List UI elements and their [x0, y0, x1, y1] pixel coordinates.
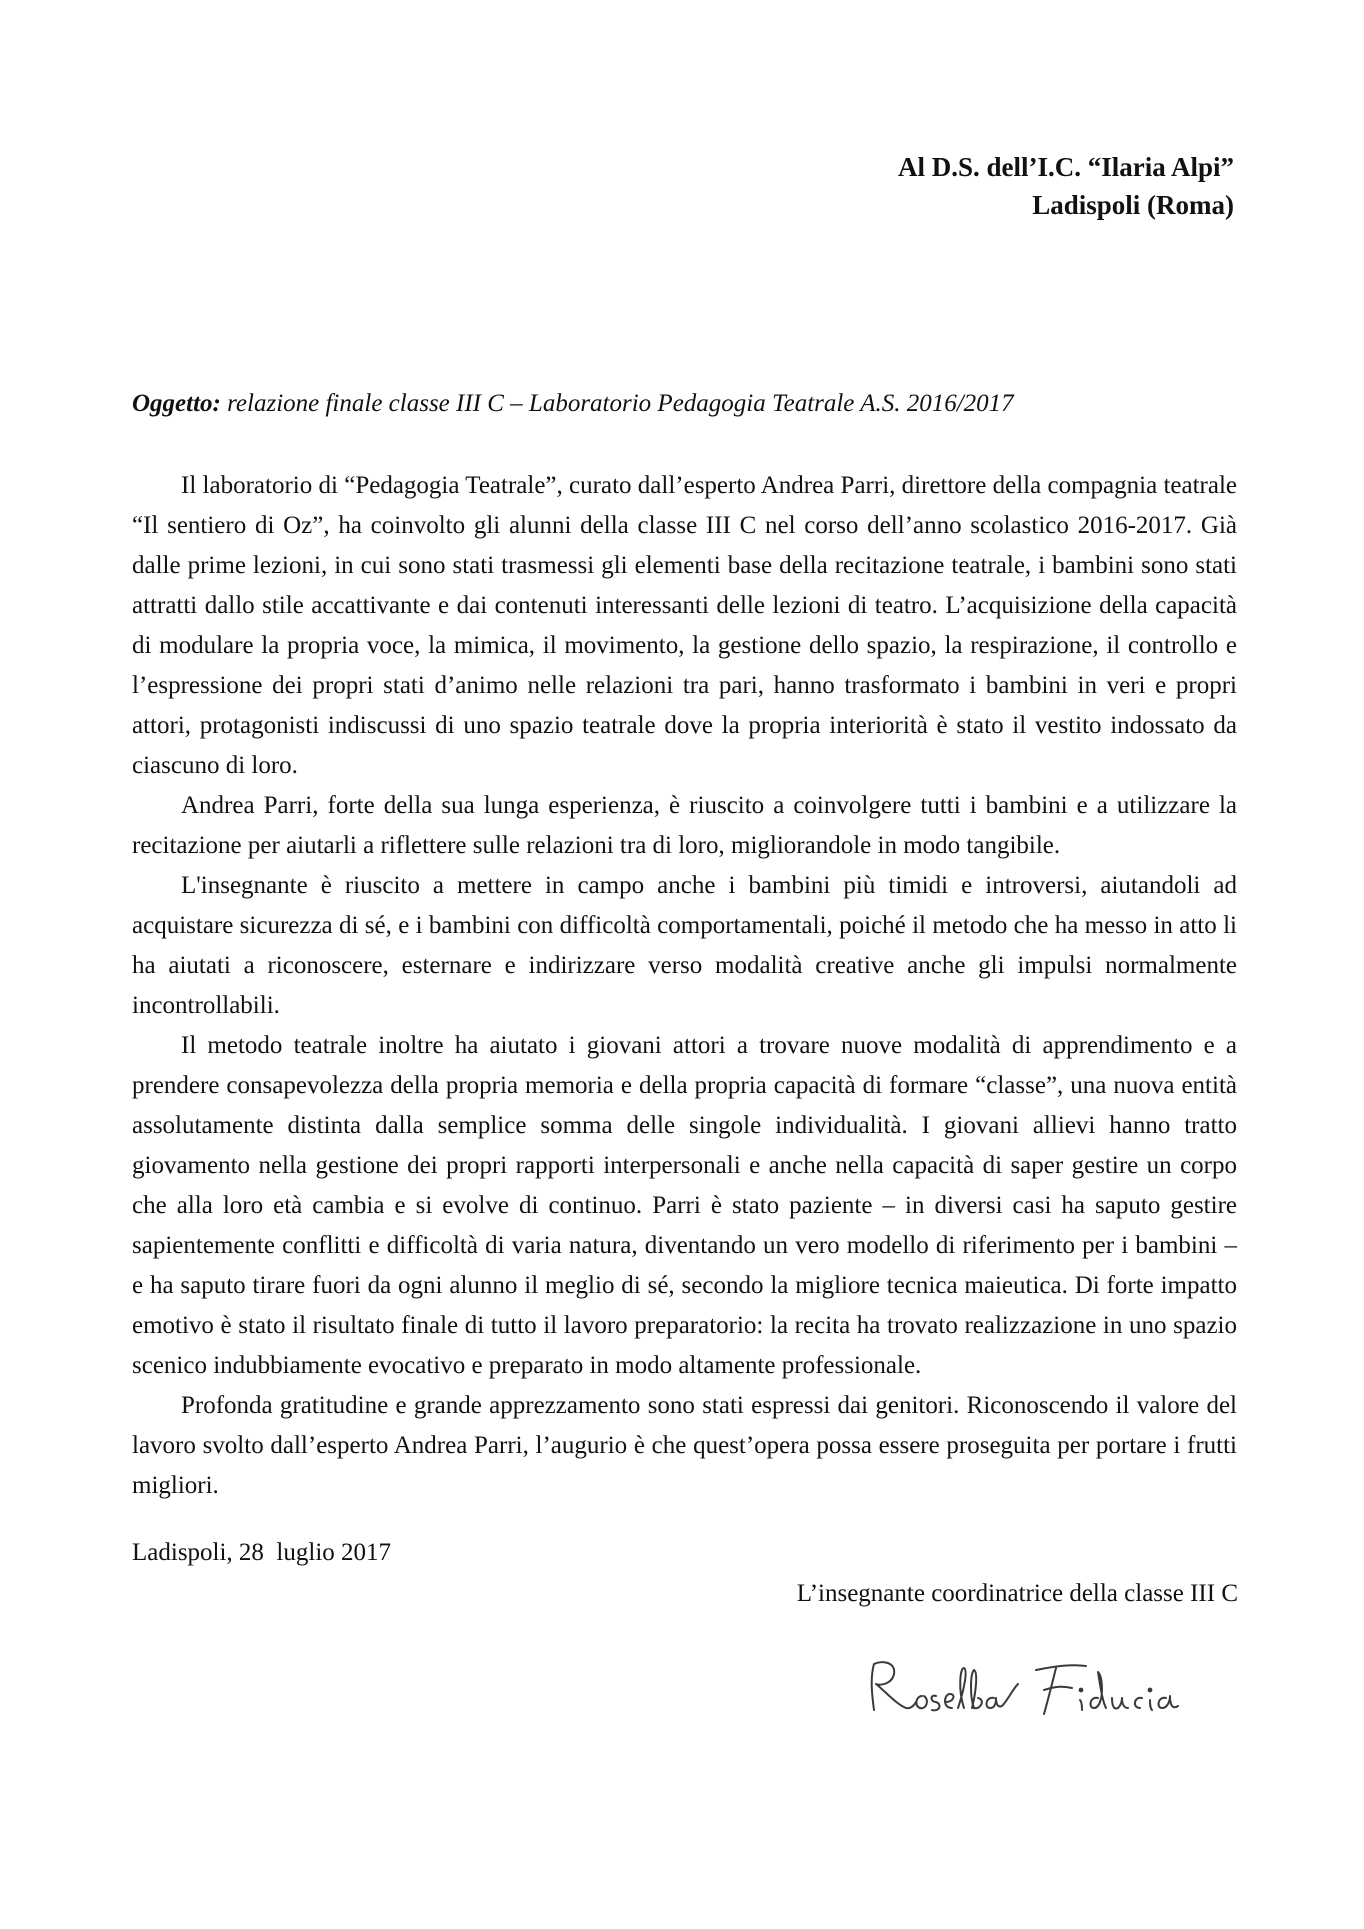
place-date: Ladispoli, 28 luglio 2017	[132, 1539, 392, 1566]
recipient-line-1: Al D.S. dell’I.C. “Ilaria Alpi”	[897, 152, 1234, 182]
body-paragraph-3: L'insegnante è riuscito a mettere in campo anche i bambini più timidi e introversi, aiutandoli ad acquistare sicurezza di sé, e i bambini con difficoltà comportamentali, poiché il metodo che ha messo in atto li ha aiutati a riconoscere, esternare e indirizzare verso modalità creative anche gli impulsi normalmente incontrollabili.	[132, 872, 1237, 1019]
subject-text: relazione finale classe III C – Laboratorio Pedagogia Teatrale A.S. 2016/2017	[220, 390, 1014, 417]
subject-label: Oggetto:	[132, 390, 221, 417]
body-paragraph-4: Il metodo teatrale inoltre ha aiutato i giovani attori a trovare nuove modalità di apprendimento e a prendere consapevolezza della propria memoria e della propria capacità di formare “classe”, una nuova entità assolutamente distinta dalla semplice somma delle singole individualità. I giovani allievi hanno tratto giovamento nella gestione dei propri rapporti interpersonali e anche nella capacità di saper gestire un corpo che alla loro età cambia e si evolve di continuo. Parri è stato paziente – in diversi casi ha saputo gestire sapientemente conflitti e difficoltà di varia natura, diventando un vero modello di riferimento per i bambini – e ha saputo tirare fuori da ogni alunno il meglio di sé, secondo la migliore tecnica maieutica. Di forte impatto emotivo è stato il risultato finale di tutto il lavoro preparatorio: la recita ha trovato realizzazione in uno spazio scenico indubbiamente evocativo e preparato in modo altamente professionale.	[132, 1032, 1237, 1379]
letter-body	[132, 466, 1237, 1506]
handwritten-signature	[860, 1640, 1190, 1730]
subject-line	[132, 386, 1242, 422]
body-paragraph-1: Il laboratorio di “Pedagogia Teatrale”, curato dall’esperto Andrea Parri, direttore della compagnia teatrale “Il sentiero di Oz”, ha coinvolto gli alunni della classe III C nel corso dell’anno scolastico 2016-2017. Già dalle prime lezioni, in cui sono stati trasmessi gli elementi base della recitazione teatrale, i bambini sono stati attratti dallo stile accattivante e dai contenuti interessanti delle lezioni di teatro. L’acquisizione della capacità di modulare la propria voce, la mimica, il movimento, la gestione dello spazio, la respirazione, il controllo e l’espressione dei propri stati d’animo nelle relazioni tra pari, hanno trasformato i bambini in veri e propri attori, protagonisti indiscussi di uno spazio teatrale dove la propria interiorità è stato il vestito indossato da ciascuno di loro.	[132, 472, 1237, 779]
recipient-line-2: Ladispoli (Roma)	[1032, 190, 1234, 220]
recipient-block	[898, 148, 1234, 224]
body-paragraph-2: Andrea Parri, forte della sua lunga esperienza, è riuscito a coinvolgere tutti i bambini e a utilizzare la recitazione per aiutarli a riflettere sulle relazioni tra di loro, migliorandole in modo tangibile.	[132, 792, 1237, 859]
body-paragraph-5: Profonda gratitudine e grande apprezzamento sono stati espressi dai genitori. Riconoscendo il valore del lavoro svolto dall’esperto Andrea Parri, l’augurio è che quest’opera possa essere proseguita per portare i frutti migliori.	[132, 1392, 1237, 1499]
signer-role: L’insegnante coordinatrice della classe III C	[796, 1580, 1238, 1607]
